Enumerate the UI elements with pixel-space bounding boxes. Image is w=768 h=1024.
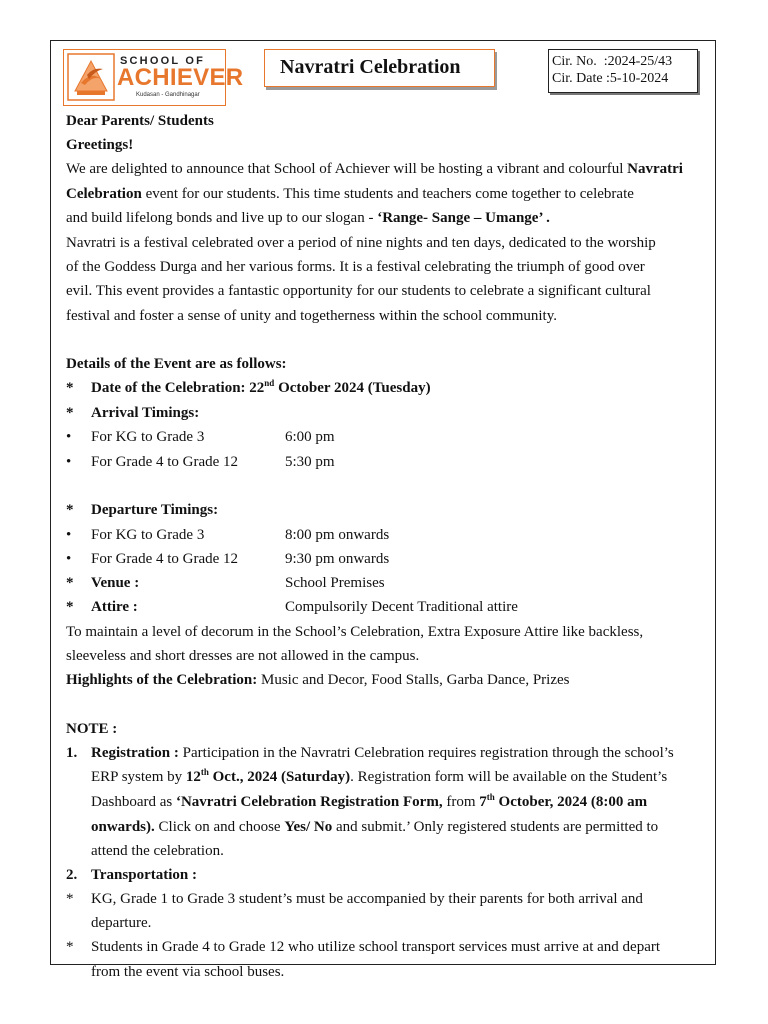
departure-heading: Departure Timings:: [91, 502, 219, 518]
celebration-date-sup: nd: [264, 378, 275, 388]
note-number: 2.: [66, 867, 78, 883]
transport-item-2-line-2: from the event via school buses.: [91, 964, 285, 980]
note-number: 1.: [66, 745, 78, 761]
salutation: Dear Parents/ Students: [66, 113, 214, 129]
transport-item-1-line-2: departure.: [91, 915, 152, 931]
intro-line-1: [66, 160, 683, 178]
registration-date-sup: th: [200, 767, 209, 777]
registration-text: ERP system by: [91, 769, 186, 785]
intro-bold: Celebration: [66, 186, 142, 202]
circular-date: [552, 70, 697, 87]
departure-group: For Grade 4 to Grade 12: [91, 551, 239, 567]
arrival-heading: Arrival Timings:: [91, 405, 200, 421]
registration-choice: Yes/ No: [284, 819, 333, 835]
attire-label: Attire :: [91, 599, 138, 615]
transport-item-2-line-1: Students in Grade 4 to Grade 12 who utilize school transport services must arrive at and depart: [91, 939, 661, 955]
details-heading: Details of the Event are as follows:: [66, 356, 287, 372]
logo-sub-text: Kudasan - Gandhinagar: [136, 92, 200, 98]
circular-number-label: Cir. No.: [552, 54, 597, 69]
registration-text: Participation in the Navratri Celebration requires registration through the school’s: [178, 745, 674, 761]
highlights-value: Music and Decor, Food Stalls, Garba Dance, Prizes: [257, 672, 570, 688]
school-emblem-icon: [67, 53, 115, 101]
registration-open-bold: 7: [479, 794, 487, 810]
logo-top-text: SCHOOL OF: [120, 55, 205, 67]
venue-value: School Premises: [285, 575, 385, 591]
registration-open-bold: October, 2024 (8:00 am: [494, 794, 648, 810]
star-bullet: *: [66, 599, 74, 615]
registration-open-bold: onwards).: [91, 819, 155, 835]
celebration-date-rest: October 2024 (Tuesday): [274, 380, 431, 396]
decorum-line-2: sleeveless and short dresses are not allowed in the campus.: [66, 648, 420, 664]
highlights: [66, 671, 570, 689]
arrival-group: For KG to Grade 3: [91, 429, 205, 445]
attire-value: Compulsorily Decent Traditional attire: [285, 599, 518, 615]
star-bullet: *: [66, 405, 74, 421]
circular-date-value: :5-10-2024: [606, 71, 669, 86]
registration-line-5: attend the celebration.: [91, 843, 224, 859]
arrival-group: For Grade 4 to Grade 12: [91, 454, 239, 470]
greeting: Greetings!: [66, 137, 134, 153]
star-bullet: *: [66, 380, 74, 396]
intro-line-2: [66, 185, 634, 203]
star-bullet: *: [66, 502, 74, 518]
dot-bullet: •: [66, 454, 72, 470]
intro-text: We are delighted to announce that School of Achiever will be hosting a vibrant and colourful: [66, 161, 624, 177]
celebration-date-label: Date of the Celebration: 22: [91, 380, 265, 396]
intro-text: and build lifelong bonds and live up to our slogan -: [66, 210, 378, 226]
registration-date-bold: 12: [185, 769, 201, 785]
intro-line-3: [66, 209, 550, 227]
registration-line-4: [91, 818, 658, 836]
registration-label: Registration :: [91, 745, 179, 761]
star-bullet: *: [66, 575, 74, 591]
circular-number: [552, 53, 697, 70]
departure-time: 9:30 pm onwards: [285, 551, 390, 567]
slogan: ‘Range- Sange – Umange’ .: [377, 210, 550, 226]
registration-line-2: [91, 768, 667, 786]
arrival-time: 5:30 pm: [285, 454, 335, 470]
note-heading: NOTE :: [66, 721, 118, 737]
intro-text: event for our students. This time students and teachers come together to celebrate: [141, 186, 634, 202]
circular-date-label: Cir. Date: [552, 71, 603, 86]
venue-label: Venue :: [91, 575, 140, 591]
departure-time: 8:00 pm onwards: [285, 527, 390, 543]
decorum-line-1: To maintain a level of decorum in the School’s Celebration, Extra Exposure Attire like backless,: [66, 624, 644, 640]
transport-label: Transportation :: [91, 867, 197, 883]
circular-number-value: :2024-25/43: [603, 54, 673, 69]
school-logo: [63, 49, 244, 106]
arrival-time: 6:00 pm: [285, 429, 335, 445]
about-line-2: of the Goddess Durga and her various forms. It is a festival celebrating the triumph of good over: [66, 259, 645, 275]
departure-group: For KG to Grade 3: [91, 527, 205, 543]
registration-text: and submit.’ Only registered students are permitted to: [332, 819, 659, 835]
registration-text: . Registration form will be available on the Student’s: [350, 769, 668, 785]
about-line-1: Navratri is a festival celebrated over a period of nine nights and ten days, dedicated to the worship: [66, 235, 656, 251]
about-line-3: evil. This event provides a fantastic opportunity for our students to celebrate a significant cultural: [66, 283, 651, 299]
circular-info-box: [548, 49, 698, 93]
registration-open-sup: th: [486, 792, 495, 802]
registration-text: Click on and choose: [154, 819, 285, 835]
registration-text: from: [442, 794, 480, 810]
dot-bullet: •: [66, 429, 72, 445]
celebration-date: [91, 379, 431, 397]
star-bullet: *: [66, 891, 74, 907]
logo-main-text: ACHIEVER: [117, 64, 244, 91]
highlights-label: Highlights of the Celebration:: [66, 672, 258, 688]
about-line-4: festival and foster a sense of unity and togetherness within the school community.: [66, 308, 558, 324]
registration-form-name: ‘Navratri Celebration Registration Form,: [175, 794, 443, 810]
page-title: Navratri Celebration: [264, 49, 495, 87]
registration-line-3: [91, 793, 647, 811]
registration-date-bold: Oct., 2024 (Saturday): [208, 769, 351, 785]
registration-text: Dashboard as: [91, 794, 176, 810]
intro-bold: Navratri: [627, 161, 683, 177]
registration-line-1: [91, 744, 674, 762]
star-bullet: *: [66, 939, 74, 955]
dot-bullet: •: [66, 527, 72, 543]
transport-item-1-line-1: KG, Grade 1 to Grade 3 student’s must be accompanied by their parents for both arrival and: [91, 891, 643, 907]
dot-bullet: •: [66, 551, 72, 567]
